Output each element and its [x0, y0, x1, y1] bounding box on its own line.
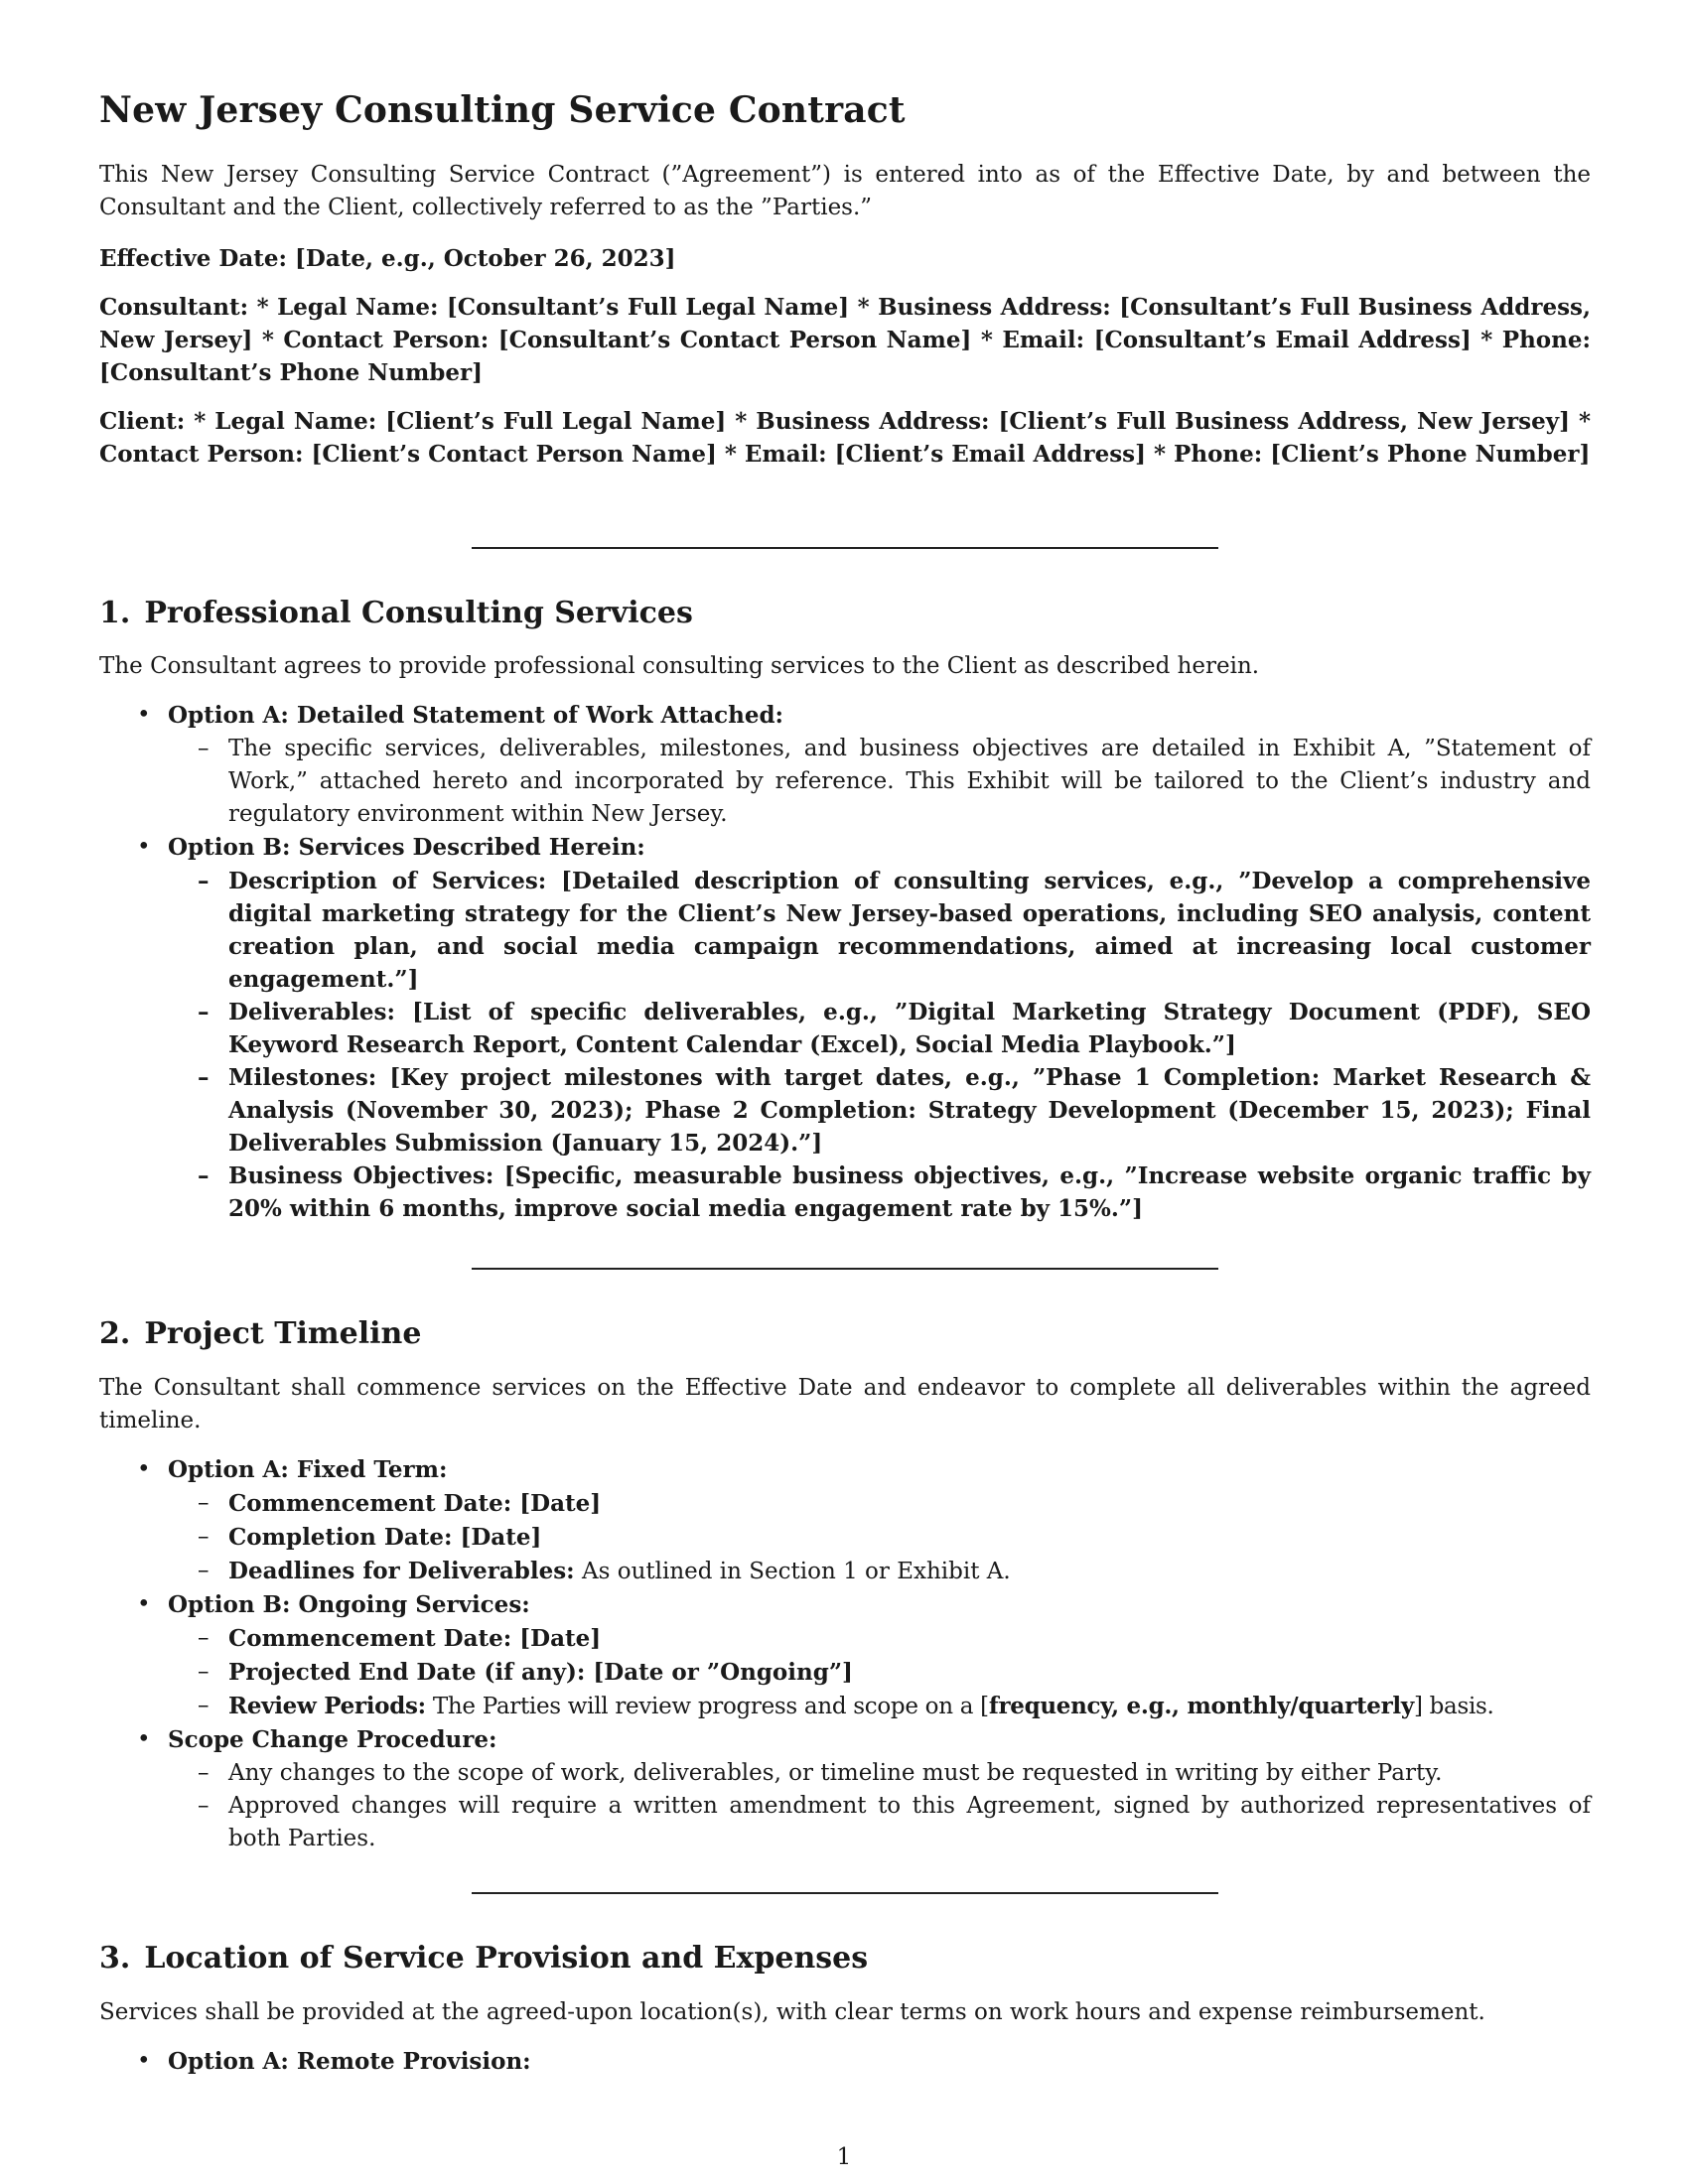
list-item: – The specific services, deliverables, milestones, and business objectives are detailed in Exhibit A, ”Statement of Work,” attached hereto and incorporated by reference. This Exhibit will be tailored to the Client’s industry and regulatory environment within New Jersey. — [168, 733, 1591, 831]
item-bold: Projected End Date (if any): [Date or ”Ongoing”] — [228, 1659, 853, 1686]
item-bold: frequency, e.g., monthly/quarterly — [988, 1693, 1414, 1719]
section-divider — [472, 1268, 1218, 1270]
list-item — [168, 1622, 1591, 1656]
page-number: 1 — [836, 2144, 852, 2170]
item-bold: Review Periods: — [228, 1693, 426, 1719]
list-item — [168, 1656, 1591, 1690]
section-number: 2. — [99, 1316, 131, 1351]
item-bold: Commencement Date: [Date] — [228, 1625, 602, 1652]
list-item: – Approved changes will require a written amendment to this Agreement, signed by authorized representatives of both Parties. — [168, 1790, 1591, 1855]
list-item — [99, 1588, 1591, 1723]
item-text: The Parties will review progress and scope on a [ — [425, 1694, 989, 1719]
list-item — [99, 699, 1591, 831]
consultant-details: Consultant: * Legal Name: [Consultant’s Full Legal Name] * Business Address: [Consultant’s Full Business Address, New Jersey] * Contact Person: [Consultant’s Contact Person Name] * Email: [Consultant’s Email Address] * Phone: [Consultant’s Phone Number] — [99, 294, 1591, 386]
option-label: Option A: Fixed Term: — [168, 1456, 448, 1483]
option-label: Option B: Ongoing Services: — [168, 1591, 530, 1618]
list-item — [168, 1487, 1591, 1521]
section-1-options — [99, 699, 1591, 1225]
section-3-heading — [99, 1941, 868, 1976]
list-item: – Any changes to the scope of work, deliverables, or timeline must be requested in writing by either Party. — [168, 1757, 1591, 1790]
section-number: 1. — [99, 596, 131, 630]
section-divider — [472, 547, 1218, 549]
item-text: ] basis. — [1413, 1694, 1494, 1719]
list-item: – Description of Services: [Detailed description of consulting services, e.g., ”Develop a comprehensive digital marketing strategy for the Client’s New Jersey-based operations, including SEO analysis, content creation plan, and social media campaign recommendations, aimed at increasing local customer engagement.”] — [168, 865, 1591, 996]
item-bold: Commencement Date: [Date] — [228, 1490, 602, 1517]
option-label: Scope Change Procedure: — [168, 1726, 497, 1753]
list-item — [99, 1723, 1591, 1855]
item-bold: Deadlines for Deliverables: — [228, 1558, 575, 1584]
list-item — [168, 1690, 1591, 1723]
list-item — [99, 1453, 1591, 1588]
list-item — [99, 831, 1591, 1225]
list-item: – Milestones: [Key project milestones with target dates, e.g., ”Phase 1 Completion: Market Research & Analysis (November 30, 2023); Phase 2 Completion: Strategy Development (December 15, 2023); Final Deliverables Submission (January 15, 2024).”] — [168, 1061, 1591, 1160]
option-label: Option A: Detailed Statement of Work Attached: — [168, 702, 784, 729]
section-3-intro: Services shall be provided at the agreed-upon location(s), with clear terms on work hours and expense reimbursement. — [99, 1999, 1485, 2025]
list-item: – Business Objectives: [Specific, measurable business objectives, e.g., ”Increase website organic traffic by 20% within 6 months, improve social media engagement rate by 15%.”] — [168, 1160, 1591, 1225]
document-title: New Jersey Consulting Service Contract — [99, 89, 906, 131]
client-details: Client: * Legal Name: [Client’s Full Legal Name] * Business Address: [Client’s Full Business Address, New Jersey] * Contact Person: [Client’s Contact Person Name] * Email: [Client’s Email Address] * Phone: [Client’s Phone Number] — [99, 408, 1591, 468]
section-2-options — [99, 1453, 1591, 1855]
section-2-heading — [99, 1316, 421, 1351]
section-title: Professional Consulting Services — [144, 596, 693, 630]
section-title: Project Timeline — [144, 1316, 422, 1351]
section-1-heading — [99, 596, 693, 630]
section-2-intro: The Consultant shall commence services on the Effective Date and endeavor to complete all deliverables within the agreed timeline. — [99, 1375, 1591, 1433]
section-number: 3. — [99, 1941, 131, 1976]
option-label: Option B: Services Described Herein: — [168, 834, 645, 861]
intro-paragraph: This New Jersey Consulting Service Contract (”Agreement”) is entered into as of the Effective Date, by and between the Consultant and the Client, collectively referred to as the ”Parties.” — [99, 162, 1591, 220]
list-item: – Deliverables: [List of specific deliverables, e.g., ”Digital Marketing Strategy Document (PDF), SEO Keyword Research Report, Content Calendar (Excel), Social Media Playbook.”] — [168, 996, 1591, 1061]
section-divider — [472, 1892, 1218, 1894]
item-bold: Completion Date: [Date] — [228, 1524, 542, 1551]
section-1-intro: The Consultant agrees to provide professional consulting services to the Client as described herein. — [99, 653, 1260, 679]
option-label: Option A: Remote Provision: — [168, 2048, 531, 2075]
effective-date: Effective Date: [Date, e.g., October 26, 2023] — [99, 245, 676, 272]
section-3-options — [99, 2045, 1591, 2079]
section-title: Location of Service Provision and Expenses — [144, 1941, 869, 1976]
item-text: As outlined in Section 1 or Exhibit A. — [574, 1559, 1011, 1584]
list-item — [99, 2045, 1591, 2079]
list-item — [168, 1555, 1591, 1588]
list-item — [168, 1521, 1591, 1555]
